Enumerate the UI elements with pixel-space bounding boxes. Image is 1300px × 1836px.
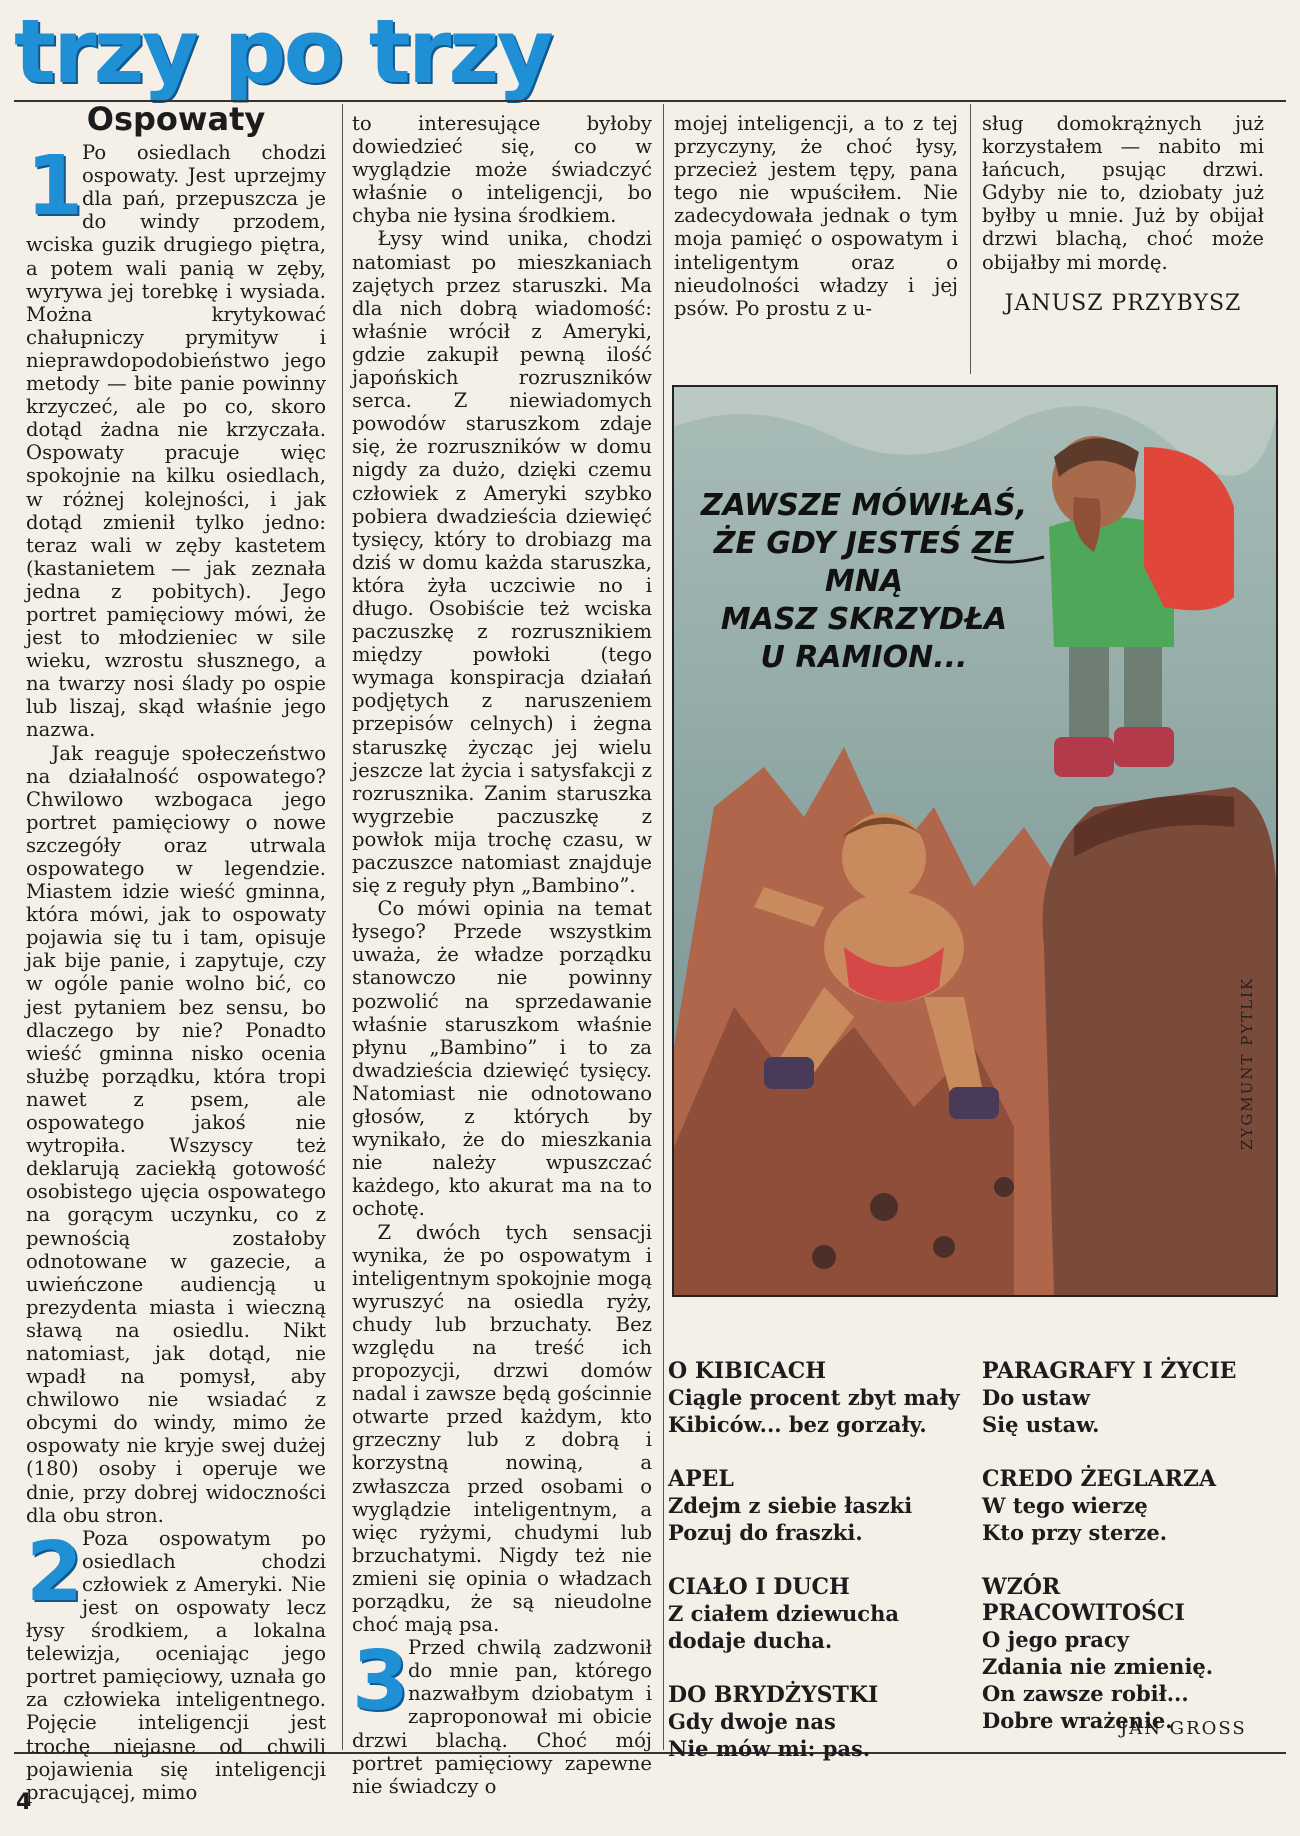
poem-line: dodaje ducha.	[668, 1628, 833, 1653]
poem-line: Dobre wrażenie.	[982, 1708, 1173, 1733]
paragraph: Po osiedlach chodzi ospowaty. Jest uprzejmy dla pań, przepuszcza je do windy przodem, wciska guzik drugiego piętra, a potem wali panią w zęby, wyrywa jej torebkę i wysiada. Można krytykować chałupniczy prymityw i nieprawdopodobieństwo jego metody — bite panie powinny krzyczeć, ale po co, skoro dotąd żadna nie krzyczała. Ospowaty pracuje więc spokojnie na kilku osiedlach, w różnej kolejności, i jak dotąd zmienił tylko jedno: teraz wali w zęby kastetem (kastanietem — jak zeznała jedna z pobitych). Jego portret pamięciowy mówi, że jest to młodzieniec w sile wieku, wzrostu słusznego, a na twarzy nosi ślady po ospie lub liszaj, skąd właśnie jego nazwa.	[26, 141, 326, 742]
paragraph: Łysy wind unika, chodzi natomiast po mieszkaniach zajętych przez staruszki. Ma dla nich dobrą wiadomość: właśnie wrócił z Ameryki, gdzie zakupił pewną ilość japońskich rozruszników serca. Z niewiadomych powodów staruszkom zdaje się, że rozruszników w domu nigdy za dużo, dzięki czemu człowiek z Ameryki szybko pobiera dwadzieścia dziewięć tysięcy, który to drobiazg ma dziś w domu każda staruszka, która żyła uczciwie no i długo. Osobiście też wciska paczuszkę z rozrusznikiem między powłoki (tego wymaga konspiracja działań podjętych z naruszeniem przepisów celnych) i żegna staruszkę życząc jej wielu jeszcze lat życia i satysfakcji z rozrusznika. Zanim staruszka wygrzebie paczuszkę z powłok mija trochę czasu, w paczuszce natomiast znajduje się z reguły płyn „Bambino”.	[352, 227, 652, 898]
paragraph: Poza ospowatym po osiedlach chodzi człowiek z Ameryki. Nie jest on ospowaty lecz łysy środkiem, a lokalna telewizja, oceniając jego portret pamięciowy, uznała go za człowieka inteligentnego. Pojęcie inteligencji jest trochę niejasne od chwili pojawienia się inteligencji pracującej, mimo	[26, 1526, 326, 1804]
poem-line: On zawsze robił...	[982, 1681, 1189, 1706]
poem	[982, 1358, 1272, 1438]
poem	[668, 1682, 968, 1762]
poem	[982, 1466, 1272, 1546]
poem-line: Ciągle procent zbyt mały	[668, 1385, 960, 1410]
article-column-2	[352, 112, 652, 1798]
poem-title: PARAGRAFY I ŻYCIE	[982, 1358, 1237, 1384]
poem	[982, 1574, 1272, 1734]
poem-title: WZÓR PRACOWITOŚCI	[982, 1574, 1185, 1626]
section-mark-3: 3	[352, 1634, 410, 1730]
article-column-3	[674, 112, 958, 320]
poem-column-left	[668, 1358, 968, 1762]
poem	[668, 1574, 968, 1654]
article-author: JANUSZ PRZYBYSZ	[1004, 291, 1242, 316]
poem-line: Zdania nie zmienię.	[982, 1654, 1214, 1679]
poem-title: CIAŁO I DUCH	[668, 1574, 850, 1600]
speech-line: ZAWSZE MÓWIŁAŚ,	[700, 488, 1028, 523]
poem-column-right	[982, 1358, 1272, 1734]
article-column-4	[982, 112, 1264, 282]
paragraph: mojej inteligencji, a to z tej przyczyny, że choć łysy, przecież jestem tępy, pana tego nie wpuściłem. Nie zadecydowała jednak o tym moja pamięć o ospowatym i inteligentym oraz o nieudolności władzy i jej psów. Po prostu z u-	[674, 112, 958, 320]
poem-line: Nie mów mi: pas.	[668, 1736, 871, 1761]
paragraph: sług domokrążnych już korzystałem — nabito mi łańcuch, psując drzwi. Gdyby nie to, dziobaty już byłby u mnie. Już by obijał drzwi blachą, choć może obijałby mi mordę.	[982, 112, 1264, 274]
poem-title: O KIBICACH	[668, 1358, 826, 1384]
paragraph: Przed chwilą zadzwonił do mnie pan, którego nazwałbym dziobatym i zaproponował mi obicie drzwi blachą. Choć mój portret pamięciowy zapewne nie świadczy o	[352, 1636, 652, 1798]
poem-line: Gdy dwoje nas	[668, 1709, 836, 1734]
poem-line: Się ustaw.	[982, 1412, 1100, 1437]
poem-line: Pozuj do fraszki.	[668, 1520, 863, 1545]
speech-bubble	[694, 487, 1034, 677]
cartoon	[672, 385, 1278, 1297]
poem-title: CREDO ŻEGLARZA	[982, 1466, 1217, 1492]
poem-line: Z ciałem dziewucha	[668, 1601, 899, 1626]
poems-author: JAN GROSS	[1120, 1718, 1247, 1739]
section-mark-1: 1	[26, 139, 84, 235]
speech-line: MASZ SKRZYDŁA	[720, 602, 1008, 637]
article-title: Ospowaty	[86, 100, 266, 138]
paragraph: Co mówi opinia na temat łysego? Przede wszystkim uważa, że władze porządku stanowczo nie powinny pozwolić na sprzedawanie właśnie staruszkom właśnie płynu „Bambino” i to za dwadzieścia dziewięć tysięcy. Natomiast nie odnotowano głosów, z których by wynikało, że do mieszkania nie należy wpuszczać każdego, kto akurat ma na to ochotę.	[352, 897, 652, 1221]
section-mark-2: 2	[26, 1524, 84, 1620]
poem-line: Do ustaw	[982, 1385, 1091, 1410]
poem	[668, 1466, 968, 1546]
speech-line: U RAMION...	[760, 640, 968, 675]
paragraph: Jak reaguje społeczeństwo na działalność ospowatego? Chwilowo wzbogaca jego portret pamięciowy o nowe szczegóły oraz utrwala ospowatego w legendzie. Miastem idzie wieść gminna, która mówi, jak to ospowaty pojawia się tu i tam, opisuje jak bije panie, i zapytuje, czy w ogóle panie wolno bić, co jest pytaniem bez sensu, bo dlaczego by nie? Ponadto wieść gminna nisko ocenia służbę porządku, która tropi nawet z psem, ale ospowatego jakoś nie wytropiła. Wszyscy też deklarują zaciekłą gotowość osobistego ujęcia ospowatego na gorącym uczynku, co z pewnością zostałoby odnotowane w gazecie, a uwieńczone audiencją u prezydenta miasta i wieczną sławą na osiedlu. Nikt natomiast, jak dotąd, nie wpadł na pomysł, aby chwilowo nie wsiadać z obcymi do windy, mimo że ospowaty nie kryje swej dużej (180) osoby i operuje we dnie, przy dobrej widoczności dla obu stron.	[26, 741, 326, 1527]
paragraph: Z dwóch tych sensacji wynika, że po ospowatym i inteligentnym spokojnie mogą wyruszyć na osiedla ryży, chudy lub brzuchaty. Bez względu na treść ich propozycji, drzwi domów nadal i zawsze będą gościnnie otwarte przed każdym, kto grzeczny lub z dobrą i korzystną nowiną, a zwłaszcza przed osobami o wyglądzie inteligentnym, a więc ryżymi, chudymi lub brzuchatymi. Nigdy też nie zmieni się opinia o władzach porządku, że są nieudolne choć mają psa.	[352, 1220, 652, 1637]
paragraph: to interesujące byłoby dowiedzieć się, co w wyglądzie może świadczyć właśnie o inteligencji, bo chyba nie łysina środkiem.	[352, 112, 652, 228]
page-number: 4	[16, 1790, 32, 1815]
article-column-1	[26, 100, 326, 1804]
masthead: trzy po trzy	[14, 0, 551, 103]
poem-line: Kto przy sterze.	[982, 1520, 1168, 1545]
author-block	[982, 278, 1264, 318]
poem-title: DO BRYDŻYSTKI	[668, 1682, 879, 1708]
column-divider-1	[342, 104, 343, 1750]
poem-title: APEL	[668, 1466, 734, 1492]
speech-line: ŻE GDY JESTEŚ ZE MNĄ	[713, 526, 1015, 599]
artist-credit: ZYGMUNT PYTLIK	[1238, 976, 1256, 1150]
poem-line: O jego pracy	[982, 1627, 1129, 1652]
poem-line: Kibiców... bez gorzały.	[668, 1412, 927, 1437]
column-divider-2	[663, 104, 664, 1750]
poem-line: W tego wierzę	[982, 1493, 1148, 1518]
poem-line: Zdejm z siebie łaszki	[668, 1493, 913, 1518]
column-divider-3	[970, 104, 971, 374]
poem	[668, 1358, 968, 1438]
